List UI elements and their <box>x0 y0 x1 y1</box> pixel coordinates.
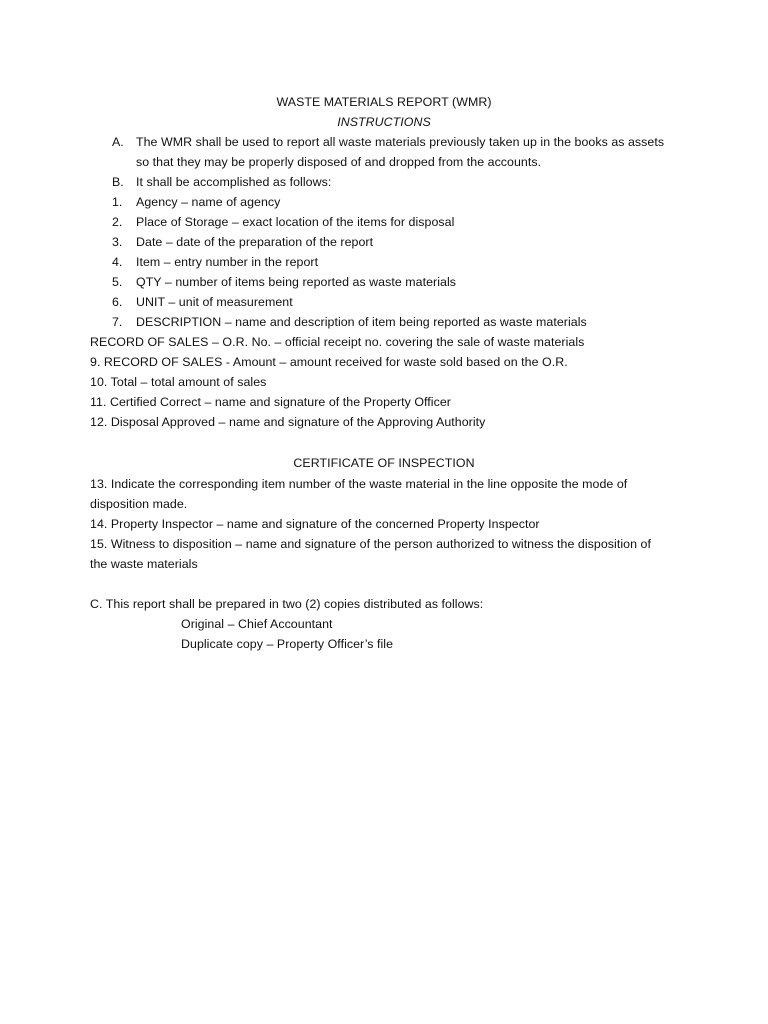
item-13-line-2: disposition made. <box>90 497 188 511</box>
item-b-text: It shall be accomplished as follows: <box>136 175 332 189</box>
numbered-item-marker: 4. <box>112 255 123 269</box>
instructions-subtitle: INSTRUCTIONS <box>337 115 431 129</box>
item-14-line: 14. Property Inspector – name and signature of the concerned Property Inspector <box>90 517 540 531</box>
document-title: WASTE MATERIALS REPORT (WMR) <box>276 95 492 109</box>
item-11-line: 11. Certified Correct – name and signature of the Property Officer <box>90 395 451 409</box>
numbered-item-text: Agency – name of agency <box>136 195 281 209</box>
item-a-line-2: so that they may be properly disposed of and dropped from the accounts. <box>136 155 542 169</box>
numbered-item-marker: 5. <box>112 275 123 289</box>
item-13-line-1: 13. Indicate the corresponding item number of the waste material in the line opposite the mode of <box>90 477 628 491</box>
item-a-line-1: The WMR shall be used to report all waste materials previously taken up in the books as assets <box>136 135 665 149</box>
item-c-line: C. This report shall be prepared in two (2) copies distributed as follows: <box>90 597 484 611</box>
numbered-item-text: DESCRIPTION – name and description of item being reported as waste materials <box>136 315 587 329</box>
numbered-item-text: QTY – number of items being reported as waste materials <box>136 275 457 289</box>
item-12-line: 12. Disposal Approved – name and signature of the Approving Authority <box>90 415 486 429</box>
numbered-item-marker: 1. <box>112 195 123 209</box>
numbered-item-marker: 7. <box>112 315 123 329</box>
item-a-marker: A. <box>112 135 124 149</box>
numbered-item-marker: 2. <box>112 215 123 229</box>
certificate-heading: CERTIFICATE OF INSPECTION <box>293 456 475 470</box>
numbered-item-text: Date – date of the preparation of the report <box>136 235 374 249</box>
numbered-item-text: Place of Storage – exact location of the items for disposal <box>136 215 455 229</box>
item-15-line-1: 15. Witness to disposition – name and signature of the person authorized to witness the disposition of <box>90 537 651 551</box>
numbered-item-text: UNIT – unit of measurement <box>136 295 293 309</box>
item-15-line-2: the waste materials <box>90 557 198 571</box>
numbered-item-text: Item – entry number in the report <box>136 255 319 269</box>
numbered-item-marker: 3. <box>112 235 123 249</box>
record-of-sales-or-line: RECORD OF SALES – O.R. No. – official receipt no. covering the sale of waste materials <box>90 335 585 349</box>
copy-original: Original – Chief Accountant <box>181 617 333 631</box>
numbered-item-marker: 6. <box>112 295 123 309</box>
item-9-line: 9. RECORD OF SALES - Amount – amount received for waste sold based on the O.R. <box>90 355 568 369</box>
item-10-line: 10. Total – total amount of sales <box>90 375 267 389</box>
item-b-marker: B. <box>112 175 124 189</box>
copy-duplicate: Duplicate copy – Property Officer’s file <box>181 637 394 651</box>
